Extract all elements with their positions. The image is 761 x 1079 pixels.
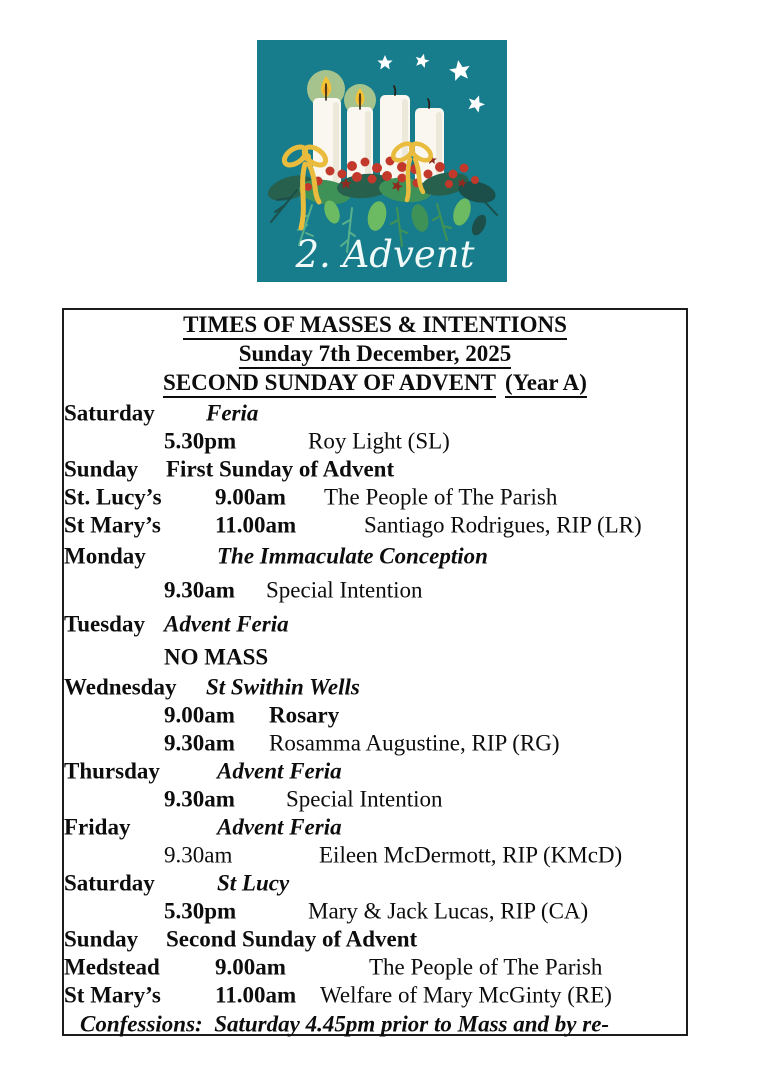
mass-row [64, 483, 686, 511]
mass-row [64, 573, 686, 607]
intention-label: Mary & Jack Lucas, RIP (CA) [308, 898, 589, 924]
feria-label: Feria [206, 400, 259, 426]
note-label: Confessions: Saturday 4.45pm prior to Mass and by re- [80, 1011, 610, 1036]
mass-row [64, 729, 686, 757]
church-label: Medstead [64, 954, 160, 980]
mass-times-title: TIMES OF MASSES & INTENTIONS [183, 313, 567, 339]
day-label: Friday [64, 814, 131, 840]
day-label: Wednesday [64, 674, 177, 700]
mass-times-date-line [64, 341, 686, 370]
time-label: 9.00am [215, 484, 286, 510]
sunday-title: SECOND SUNDAY OF ADVENT [163, 371, 496, 397]
mass-row [64, 785, 686, 813]
church-label: St. Lucy’s [64, 484, 162, 510]
intention-label: Rosamma Augustine, RIP (RG) [269, 730, 560, 756]
mass-times-box [62, 308, 688, 1036]
feria-label: Advent Feria [217, 758, 342, 784]
time-label: 9.00am [164, 702, 235, 728]
intention-label: Roy Light (SL) [308, 428, 450, 454]
intention-label: Welfare of Mary McGinty (RE) [320, 982, 612, 1008]
mass-row [64, 757, 686, 785]
feria-label: St Swithin Wells [206, 674, 360, 700]
intention-label: Special Intention [286, 786, 443, 812]
mass-row [64, 841, 686, 869]
day-label: Sunday [64, 456, 139, 482]
intention-label: The People of The Parish [324, 484, 558, 510]
mass-row [64, 511, 686, 539]
mass-row [64, 981, 686, 1009]
mass-row [64, 673, 686, 701]
time-label: 5.30pm [164, 898, 237, 924]
sunday-title-line [64, 370, 686, 399]
time-label: 11.00am [215, 982, 297, 1008]
mass-times-title-line [64, 312, 686, 341]
time-label: 9.30am [164, 842, 233, 868]
mass-row [64, 640, 686, 673]
mass-row [64, 813, 686, 841]
day-label: Thursday [64, 758, 160, 784]
mass-row [64, 701, 686, 729]
mass-row [64, 897, 686, 925]
advent-illustration [257, 40, 507, 282]
church-label: St Mary’s [64, 512, 161, 538]
mass-row [64, 455, 686, 483]
feria-label: Advent Feria [217, 814, 342, 840]
day-label: Monday [64, 543, 146, 569]
time-label: NO MASS [164, 644, 269, 669]
mass-times-date: Sunday 7th December, 2025 [239, 342, 512, 368]
feria-label: Advent Feria [164, 611, 289, 636]
day-label: Sunday [64, 926, 139, 952]
day-label: Tuesday [64, 611, 145, 636]
mass-row [64, 925, 686, 953]
mass-rows [64, 399, 686, 1038]
mass-row [64, 539, 686, 573]
feria-label: Second Sunday of Advent [166, 926, 418, 952]
time-label: 11.00am [215, 512, 297, 538]
advent-caption: 2. Advent [295, 233, 475, 276]
time-label: 9.30am [164, 577, 235, 603]
intention-label: The People of The Parish [369, 954, 603, 980]
day-label: Saturday [64, 400, 155, 426]
time-label: 9.30am [164, 786, 235, 812]
mass-row [64, 1009, 686, 1038]
intention-label: Santiago Rodrigues, RIP (LR) [364, 512, 642, 538]
mass-row [64, 953, 686, 981]
feria-label: St Lucy [217, 870, 290, 896]
time-label: 9.00am [215, 954, 286, 980]
mass-row [64, 869, 686, 897]
mass-row [64, 607, 686, 640]
church-label: St Mary’s [64, 982, 161, 1008]
mass-row [64, 399, 686, 427]
mass-row [64, 427, 686, 455]
day-label: Saturday [64, 870, 155, 896]
intention-label: Eileen McDermott, RIP (KMcD) [319, 842, 623, 868]
intention-label: Special Intention [266, 577, 423, 603]
intention-label: Rosary [269, 702, 340, 728]
time-label: 5.30pm [164, 428, 237, 454]
feria-label: The Immaculate Conception [217, 543, 488, 569]
time-label: 9.30am [164, 730, 235, 756]
feria-label: First Sunday of Advent [166, 456, 395, 482]
year-label: (Year A) [505, 371, 587, 397]
